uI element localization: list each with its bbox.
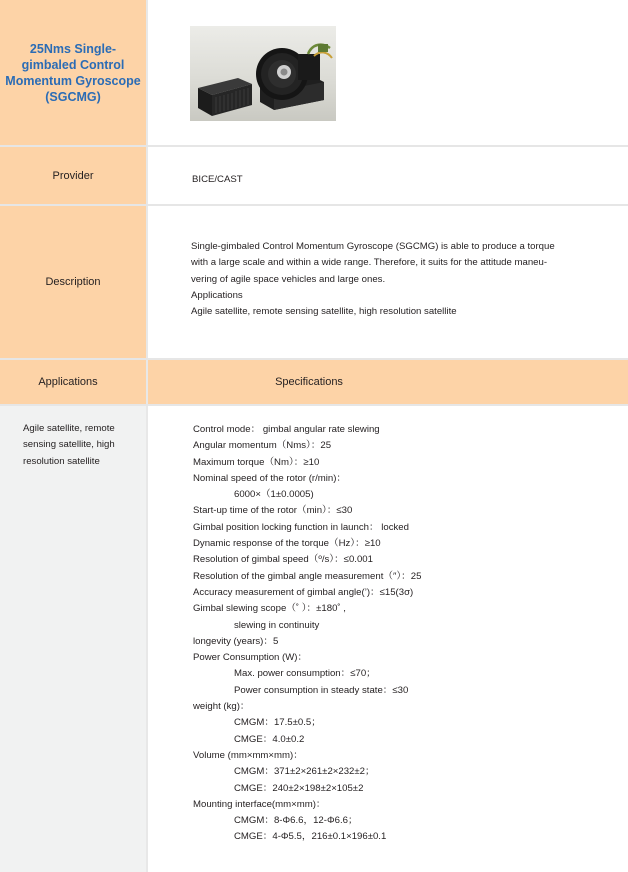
spec-line: Max. power consumption：≤70； [234, 668, 376, 680]
spec-line: CMGE：4.0±0.2 [234, 733, 305, 745]
spec-line: Mounting interface(mm×mm)： [193, 798, 326, 810]
provider-label: Provider [52, 169, 94, 182]
spec-line: Power Consumption (W)： [193, 652, 308, 664]
spec-line: Maximum torque（Nm）：≥10 [193, 456, 320, 468]
spec-line: Gimbal position locking function in launch： locked [193, 521, 409, 533]
spec-line: Angular momentum（Nms）：25 [193, 440, 332, 452]
spec-line: weight (kg)： [193, 701, 250, 713]
provider-value: BICE/CAST [192, 174, 243, 185]
spec-line: CMGM：17.5±0.5； [234, 717, 321, 729]
description-label: Description [45, 276, 101, 288]
spec-line: longevity (years)：5 [193, 635, 279, 647]
applications-line: Agile satellite, remote [23, 423, 115, 434]
spec-line: 6000×（1±0.0005) [234, 489, 314, 501]
title-cell [0, 0, 146, 145]
product-title: 25Nms Single-gimbaled Control Momentum Gyroscope (SGCMG) [5, 41, 141, 104]
product-photo [190, 26, 336, 121]
spec-line: Start-up time of the rotor（min）：≤30 [193, 505, 353, 517]
spec-line: Gimbal slewing scope（˚ ）：±180˚ , [193, 603, 346, 615]
description-line: Single-gimbaled Control Momentum Gyroscope (SGCMG) is able to produce a torque [191, 241, 555, 252]
row-divider [0, 404, 628, 406]
gyroscope-image [190, 26, 336, 121]
applications-cell-bg [0, 406, 146, 872]
description-line: Agile satellite, remote sensing satellite, high resolution satellite [191, 306, 457, 318]
specifications-header: Specifications [275, 376, 343, 388]
spec-line: Volume (mm×mm×mm)： [193, 749, 303, 761]
description-line: Applications [191, 289, 243, 301]
spec-line: Dynamic response of the torque（Hz）：≥10 [193, 538, 381, 550]
spec-line: CMGE：240±2×198±2×105±2 [234, 782, 364, 794]
spec-line: CMGE：4-Φ5.5，216±0.1×196±0.1 [234, 831, 387, 843]
specifications-header-cell [148, 360, 470, 404]
applications-line: sensing satellite, high [23, 439, 115, 451]
description-text [191, 239, 555, 320]
spec-line: Resolution of gimbal speed（º/s）：≤0.001 [193, 554, 373, 566]
applications-header-cell [0, 360, 136, 404]
spec-line: Power consumption in steady state：≤30 [234, 684, 409, 696]
spec-line: Nominal speed of the rotor (r/min)： [193, 472, 347, 484]
spec-line: CMGM：8-Φ6.6，12-Φ6.6； [234, 815, 358, 827]
spec-line: CMGM：371±2×261±2×232±2； [234, 766, 375, 778]
spec-line: Resolution of the gimbal angle measurement（″）：25 [193, 570, 422, 582]
spec-line: slewing in continuity [234, 619, 320, 631]
spec-line: Control mode： gimbal angular rate slewing [193, 424, 380, 435]
specifications-list [193, 422, 421, 846]
applications-text [23, 421, 141, 470]
description-line: vering of agile space vehicles and large ones. [191, 273, 386, 285]
description-line: with a large scale and within a wide range. Therefore, it suits for the attitude maneu- [191, 257, 548, 269]
applications-header: Applications [38, 376, 98, 388]
spec-line: Accuracy measurement of gimbal angle(’)：≤15(3σ) [193, 586, 414, 598]
description-label-cell [0, 206, 146, 358]
applications-line: resolution satellite [23, 455, 100, 467]
column-divider [146, 0, 148, 872]
provider-label-cell [0, 147, 146, 204]
